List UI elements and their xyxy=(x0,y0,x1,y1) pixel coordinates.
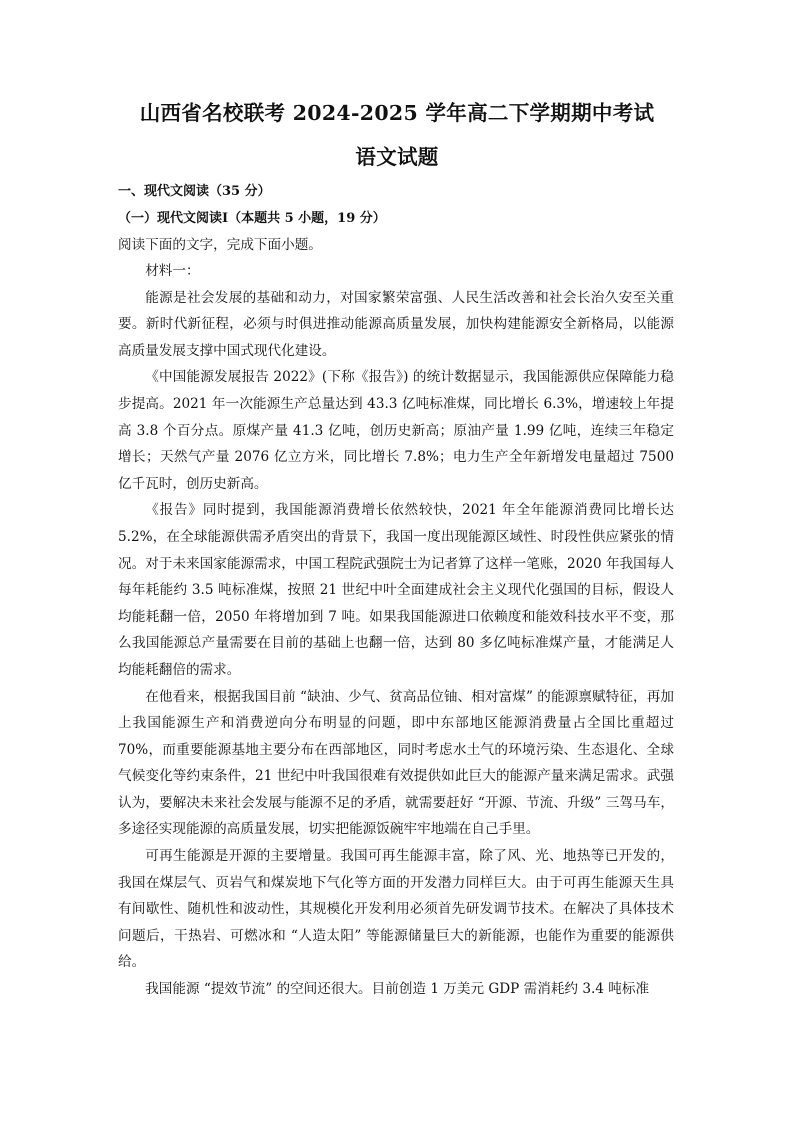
material-text xyxy=(118,258,674,1003)
paragraph: 在他看来，根据我国目前 “缺油、少气、贫高品位铀、相对富煤” 的能源禀赋特征，再加上我国能源生产和消费逆向分布明显的问题，即中东部地区能源消费量占全国比重超过 70%，而重要能源基地主要分布在西部地区，同时考虑水土气的环境污染、生态退化、全球气候变化等约束条件，21 世纪中叶我国很难有效提供如此巨大的能源产量来满足需求。武强认为，要解决未来社会发展与能源不足的矛盾，就需要赶好 “开源、节流、升级” 三驾马车，多途径实现能源的高质量发展，切实把能源饭碗牢牢地端在自己手里。 xyxy=(118,688,674,838)
paragraph: 《报告》同时提到，我国能源消费增长依然较快，2021 年全年能源消费同比增长达 5.2%，在全球能源供需矛盾突出的背景下，我国一度出现能源区域性、时段性供应紧张的情况。对于未来国家能源需求，中国工程院武强院士为记者算了这样一笔账，2020 年我国每人每年耗能约 3.5 吨标准煤，按照 21 世纪中叶全面建成社会主义现代化强国的目标，假设人均能耗翻一倍，2050 年将增加到 7 吨。如果我国能源进口依赖度和能效科技水平不变，那么我国能源总产量需要在目前的基础上也翻一倍，达到 80 多亿吨标准煤产量，才能满足人均能耗翻倍的需求。 xyxy=(118,502,674,678)
paragraph: 可再生能源是开源的主要增量。我国可再生能源丰富，除了风、光、地热等已开发的，我国在煤层气、页岩气和煤炭地下气化等方面的开发潜力同样巨大。由于可再生能源天生具有间歇性、随机性和波动性，其规模化开发利用必须首先研发调节技术。在解决了具体技术问题后，干热岩、可燃冰和 “人造太阳” 等能源储量巨大的新能源，也能作为重要的能源供给。 xyxy=(118,848,674,971)
paragraph: 能源是社会发展的基础和动力，对国家繁荣富强、人民生活改善和社会长治久安至关重要。新时代新征程，必须与时俱进推动能源高质量发展，加快构建能源安全新格局，以能源高质量发展支撑中国式现代化建设。 xyxy=(118,289,674,359)
page-subtitle: 语文试题 xyxy=(355,145,439,169)
paragraph: 《中国能源发展报告 2022》(下称《报告》) 的统计数据显示，我国能源供应保障能力稳步提高。2021 年一次能源生产总量达到 43.3 亿吨标准煤，同比增长 6.3%，增速较上年提高 3.8 个百分点。原煤产量 41.3 亿吨，创历史新高；原油产量 1.99 亿吨，连续三年稳定增长；天然气产量 2076 亿立方米，同比增长 7.8%；电力生产全年新增发电量超过 7500 亿千瓦时，创历史新高。 xyxy=(118,369,674,492)
page-title: 山西省名校联考 2024-2025 学年高二下学期期中考试 xyxy=(139,101,655,125)
section-heading: 一、现代文阅读（35 分） xyxy=(118,184,271,199)
instruction-text: 阅读下面的文字，完成下面小题。 xyxy=(118,237,322,253)
material-label: 材料一： xyxy=(145,263,200,279)
paragraph: 我国能源 “提效节流” 的空间还很大。目前创造 1 万美元 GDP 需消耗约 3.4 吨标准 xyxy=(145,981,650,998)
subsection-heading: （一）现代文阅读Ⅰ（本题共 5 小题，19 分） xyxy=(118,211,386,226)
